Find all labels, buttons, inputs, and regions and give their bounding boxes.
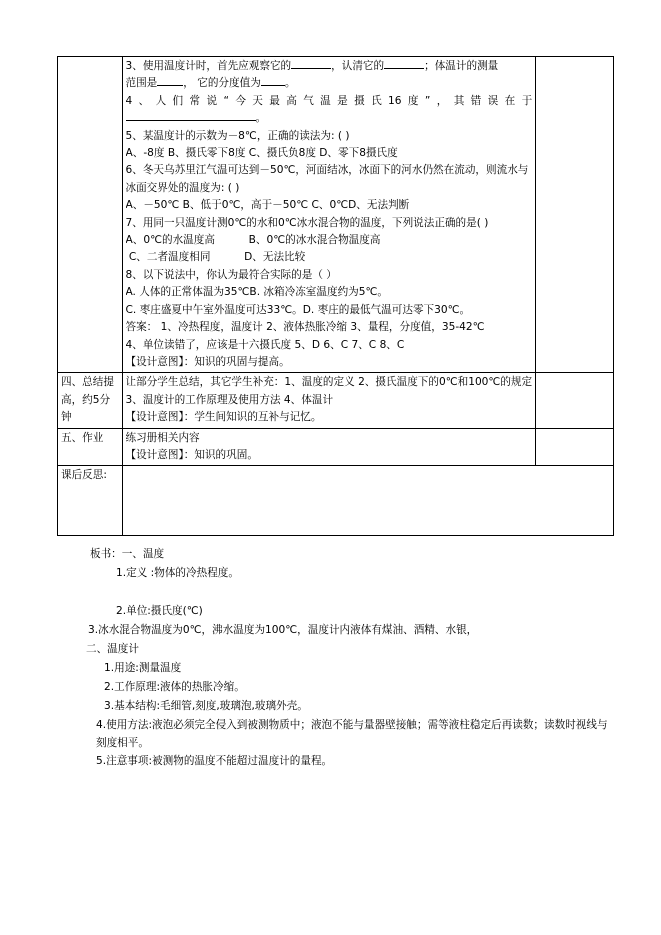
summary-content-cell [122, 373, 536, 428]
practice-label-cell [58, 57, 123, 373]
summary-content: 让部分学生总结，其它学生补充：1、温度的定义 2、摄氏温度下的0℃和100℃的规定 3、温度计的工作原理及使用方法 4、体温计 [125, 376, 533, 406]
question-7-options-cd: C、二者温度相同 D、无法比较 [125, 251, 306, 264]
question-7-options-ab: A、0℃的水温度高 B、0℃的冰水混合物温度高 [125, 234, 381, 247]
homework-row [58, 428, 614, 466]
blackboard-summary [86, 545, 610, 771]
homework-label: 五、作业 [58, 428, 123, 466]
question-4-answer: 。 [126, 110, 533, 127]
question-8: 8、以下说法中，你认为最符合实际的是（ ） [125, 268, 337, 281]
blank [261, 75, 285, 86]
answers-line-2: 4、单位读错了，应该是十六摄氏度 5、D 6、C 7、C 8、C [125, 338, 405, 351]
question-8-options-cd: C. 枣庄盛夏中午室外温度可达33℃。D. 枣庄的最低气温可达零下30℃。 [125, 303, 471, 316]
board-line-use: 1.用途:测量温度 [104, 662, 182, 674]
board-line-principle: 2.工作原理:液体的热胀冷缩。 [104, 681, 245, 693]
blank [384, 58, 424, 69]
reflection-row [58, 466, 614, 536]
blank [291, 58, 331, 69]
summary-row [58, 373, 614, 428]
homework-content-cell [122, 428, 536, 466]
board-line-usage: 4.使用方法:液泡必须完全侵入到被测物质中；液泡不能与量器壁接触；需等液柱稳定后再读数；读数时视线与刻度相平。 [96, 719, 608, 749]
practice-row [58, 57, 614, 373]
answers-line-1: 答案： 1、冷热程度，温度计 2、液体热胀冷缩 3、量程，分度值，35-42℃ [125, 321, 485, 334]
board-heading: 板书：一、温度 [90, 548, 165, 560]
question-5-options: A、-8度 B、摄氏零下8度 C、摄氏负8度 D、零下8摄氏度 [125, 147, 398, 160]
practice-content-cell [122, 57, 536, 373]
board-line-notes: 5.注意事项:被测物的温度不能超过温度计的量程。 [96, 755, 333, 767]
question-3-line-2: 范围是 ， 它的分度值为 。 [125, 77, 296, 90]
design-intent: 【设计意图】：知识的巩固与提高。 [125, 355, 290, 368]
question-6: 6、冬天乌苏里江气温可达到－50℃，河面结冰，冰面下的河水仍然在流动，则流水与冰面交界处的温度为: ( ) [125, 164, 529, 194]
homework-content: 练习册相关内容 [125, 431, 200, 444]
board-line-structure: 3.基本结构:毛细管,刻度,玻璃泡,玻璃外壳。 [104, 700, 308, 712]
reflection-label: 课后反思: [58, 466, 123, 536]
blank [126, 110, 256, 121]
homework-note-cell [536, 428, 614, 466]
board-line-fixed-points: 3.冰水混合物温度为0℃，沸水温度为100℃，温度计内液体有煤油、酒精、水银， [88, 624, 478, 636]
blank [157, 75, 183, 86]
board-line-definition: 1.定义 :物体的冷热程度。 2.单位:摄氏度(℃) [116, 567, 239, 617]
summary-intent: 【设计意图】：学生间知识的互补与记忆。 [125, 411, 322, 424]
question-8-options-ab: A. 人体的正常体温为35℃B. 冰箱冷冻室温度约为5℃。 [125, 286, 388, 299]
practice-note-cell [536, 57, 614, 373]
lesson-plan-table [57, 56, 614, 536]
question-6-options: A、－50℃ B、低于0℃，高于－50℃ C、0℃D、无法判断 [125, 199, 410, 212]
question-4: 4、人们常说“今天最高气温是摄氏16度”，其错误在于 [125, 94, 533, 107]
homework-intent: 【设计意图】：知识的巩固。 [125, 448, 258, 461]
board-heading-2: 二、温度计 [86, 643, 139, 655]
summary-note-cell [536, 373, 614, 428]
summary-label: 四、总结提高，约5分钟 [58, 373, 123, 428]
question-3-line-1: 3、使用温度计时，首先应观察它的 ，认清它的 ；体温计的测量 [125, 60, 499, 72]
question-7: 7、用同一只温度计测0℃的水和0℃冰水混合物的温度，下列说法正确的是( ) [125, 216, 489, 229]
question-5: 5、某温度计的示数为－8℃，正确的读法为: ( ) [125, 129, 350, 142]
reflection-content-cell [122, 466, 614, 536]
